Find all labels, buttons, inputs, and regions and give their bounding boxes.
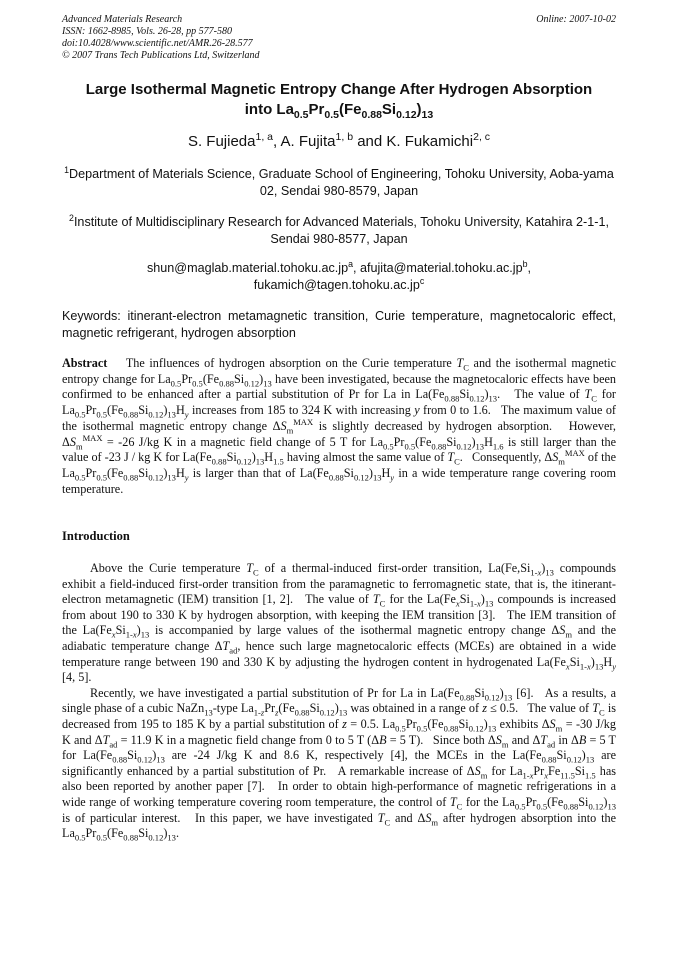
author-list: S. Fujieda$^{1, a}$, A. Fujita$^{1, b}$ and K. Fukamichi$^{2, c}$ — [187, 131, 491, 150]
journal-name: Advanced Materials Research — [62, 14, 183, 25]
doi-line: doi:10.4028/www.scientific.net/AMR.26-28.577 — [62, 38, 253, 49]
issn-line: ISSN: 1662-8985, Vols. 26-28, pp 577-580 — [62, 26, 232, 37]
journal-header — [62, 14, 616, 62]
copyright-line: © 2007 Trans Tech Publications Ltd, Switzerland — [62, 50, 260, 61]
email-2[interactable]: , afujita@material.tohoku.ac.jp — [353, 261, 523, 275]
email-3[interactable]: fukamich@tagen.tohoku.ac.jp — [253, 278, 420, 292]
section-heading-introduction: Introduction — [62, 529, 130, 543]
paper-title — [62, 80, 616, 120]
affiliation-1: $^1$Department of Materials Science, Graduate School of Engineering, Tohoku University, Aoba-yama 02, Sendai 980-8579, Japan — [64, 164, 614, 198]
title-line-1: Large Isothermal Magnetic Entropy Change After Hydrogen Absorption — [85, 81, 593, 98]
email-list: $shun@maglab.material.tohoku.ac.jp^a$, $afujita@material.tohoku.ac.jp^b$, $fukamich@tagen.tohoku.ac.jp^c$ — [146, 258, 531, 292]
intro-paragraph-2: Recently, we have investigated a partial substitution of Pr for La in $La(Fe_{0.88}Si_{0.12})_{13}$ [6]. As a results, a single phase of a cubic NaZn$_{13}$-type $La_{1-z}Pr_z(Fe_{0.88}Si_{0.12})_{13}$ was obtained in a range of z ≤ 0.5. The value of $T_C$ is decreased from 195 to 185 K by a partial substitution of z = 0.5. $La_{0.5}Pr_{0.5}(Fe_{0.88}Si_{0.12})_{13}$ exhibits $\Delta S_m = -30$ J/kg K and $\Delta T_{ad} = 11.9$ K in a magnetic field change from 0 to 5 T (ΔB = 5 T). Since both $\Delta S_m$ and $\Delta T_{ad}$ in ΔB = 5 T for $La(Fe_{0.88}Si_{0.12})_{13}$ are -24 J/kg K and 8.6 K, respectively [4], the MCEs in the $La(Fe_{0.88}Si_{0.12})_{13}$ are significantly enhanced by a partial substitution of Pr. A remarkable increase of $\Delta S_m$ for $La_{1-x}Pr_xFe_{11.5}Si_{1.5}$ has also been reported by another paper [7]. In order to obtain high-performance of magnetic refrigerations in a wide range of working temperature covering room temperature, the control of $T_C$ for the $La_{0.5}Pr_{0.5}(Fe_{0.88}Si_{0.12})_{13}$ is of particular interest. In this paper, we have investigated $T_C$ and $\Delta S_m$ after hydrogen absorption into the $La_{0.5}Pr_{0.5}(Fe_{0.88}Si_{0.12})_{13}$. — [62, 685, 617, 843]
abstract: Abstract The influences of hydrogen absorption on the Curie temperature $T_C$ and the isothermal magnetic entropy change for $La_{0.5}Pr_{0.5}(Fe_{0.88}Si_{0.12})_{13}$ have been investigated, because the magnetocaloric effects have been confirmed to be enhanced after a partial substitution of Pr for La in $La(Fe_{0.88}Si_{0.12})_{13}$. The value of $T_C$ for $La_{0.5}Pr_{0.5}(Fe_{0.88}Si_{0.12})_{13}H_y$ increases from 185 to 324 K with increasing y from 0 to 1.6. The maximum value of the isothermal magnetic entropy change $\Delta S_m^{MAX}$ is slightly decreased by hydrogen absorption. However, $\Delta S_m^{MAX} = -26$ J/kg K in a magnetic field change of 5 T for $La_{0.5}Pr_{0.5}(Fe_{0.88}Si_{0.12})_{13}H_{1.6}$ is still larger than the value of -23 J / kg K for $La(Fe_{0.88}Si_{0.12})_{13}H_{1.5}$ having almost the same value of $T_C$. Consequently, $\Delta S_m^{MAX}$ of the $La_{0.5}Pr_{0.5}(Fe_{0.88}Si_{0.12})_{13}H_y$ is larger than that of $La(Fe_{0.88}Si_{0.12})_{13}H_y$ in a wide temperature range covering room temperature. — [62, 356, 617, 496]
intro-paragraph-1: Above the Curie temperature $T_C$ of a thermal-induced first-order transition, $La(Fe,Si_{1-x})_{13}$ compounds exhibit a field-induced first-order transition from the paramagnetic to ferromagnetic state, that is, the itinerant-electron metamagnetic (IEM) transition [1, 2]. The value of $T_C$ for the $La(Fe_xSi_{1-x})_{13}$ compounds is increased from about 190 to 330 K by hydrogen absorption, with keeping the IEM transition [3]. The IEM transition of the $La(Fe_xSi_{1-x})_{13}$ is accompanied by large values of the isothermal magnetic entropy change $\Delta S_m$ and the adiabatic temperature change $\Delta T_{ad}$, hence such large magnetocaloric effects (MCEs) are obtained in a wide temperature range between 190 and 330 K by adjusting the hydrogen content in hydrogenated $La(Fe_xSi_{1-x})_{13}H_y$ [4, 5]. — [62, 561, 617, 685]
abstract-label: Abstract — [62, 356, 108, 370]
introduction-body — [62, 561, 616, 842]
online-date: Online: 2007-10-02 — [536, 14, 616, 25]
affiliation-2: $^2$Institute of Multidisciplinary Research for Advanced Materials, Tohoku University, Katahira 2-1-1, Sendai 980-8577, Japan — [69, 212, 609, 246]
email-1[interactable]: shun@maglab.material.tohoku.ac.jp — [146, 261, 349, 275]
title-line-2: into $La_{0.5}Pr_{0.5}(Fe_{0.88}Si_{0.12})_{13}$ — [244, 101, 434, 121]
keywords: Keywords: itinerant-electron metamagnetic transition, Curie temperature, magnetocaloric effect, magnetic refrigerant, hydrogen absorption — [62, 309, 616, 340]
